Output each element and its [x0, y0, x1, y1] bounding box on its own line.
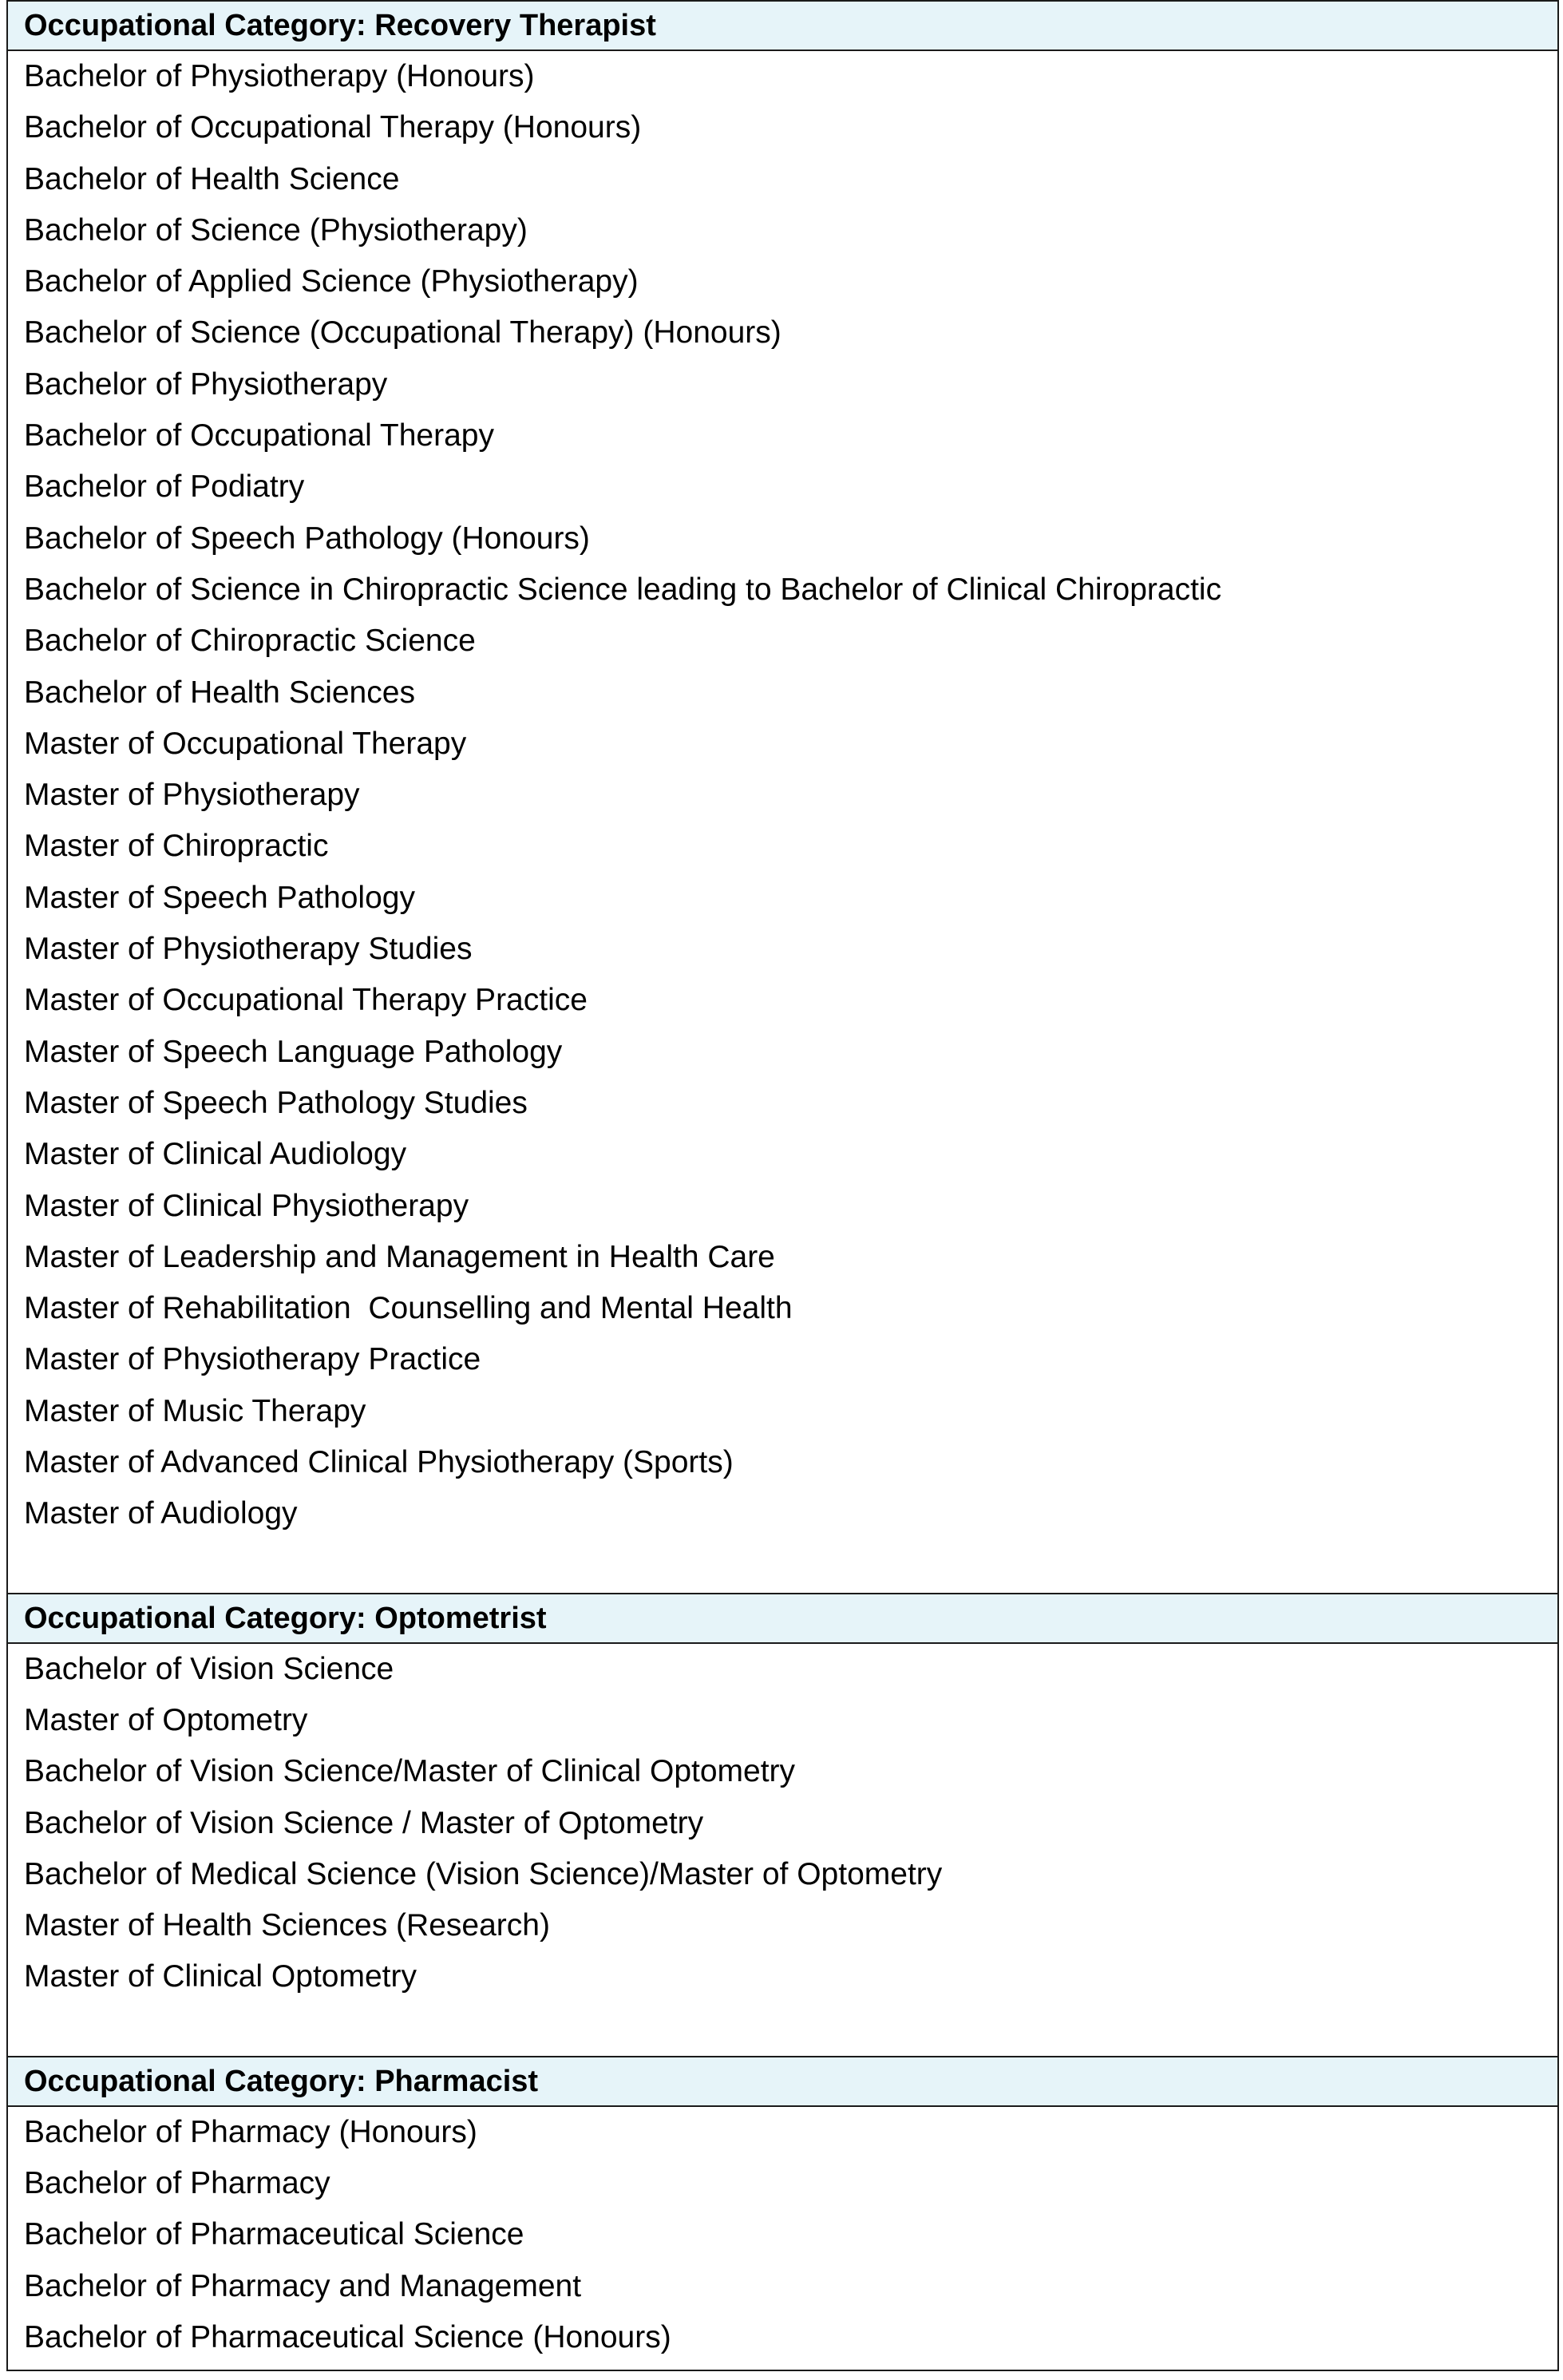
list-item: Bachelor of Chiropractic Science [24, 624, 476, 659]
list-item: Bachelor of Pharmacy (Honours) [24, 2114, 477, 2149]
list-item: Master of Advanced Clinical Physiotherapy (Sports) [24, 1445, 734, 1480]
list-item: Master of Physiotherapy Studies [24, 932, 473, 967]
list-item: Master of Leadership and Management in Health Care [24, 1239, 775, 1274]
list-item: Master of Health Sciences (Research) [24, 1908, 550, 1943]
list-item: Master of Clinical Physiotherapy [24, 1188, 469, 1223]
list-item: Master of Clinical Audiology [24, 1137, 407, 1172]
list-item: Master of Speech Pathology [24, 880, 415, 915]
list-item: Master of Music Therapy [24, 1393, 366, 1428]
list-item: Bachelor of Science (Occupational Therapy) (Honours) [24, 315, 782, 350]
list-item: Bachelor of Speech Pathology (Honours) [24, 521, 590, 556]
list-item: Bachelor of Vision Science [24, 1651, 394, 1686]
list-item: Bachelor of Applied Science (Physiotherapy) [24, 264, 639, 299]
list-item: Master of Audiology [24, 1496, 298, 1531]
list-item: Bachelor of Science in Chiropractic Science leading to Bachelor of Clinical Chiropractic [24, 572, 1222, 607]
list-item: Bachelor of Occupational Therapy [24, 418, 494, 453]
list-item: Master of Clinical Optometry [24, 1959, 417, 1994]
list-item: Bachelor of Physiotherapy (Honours) [24, 59, 535, 93]
section-header: Occupational Category: Pharmacist [8, 2057, 1557, 2107]
list-item: Bachelor of Science (Physiotherapy) [24, 212, 528, 248]
section-pharmacist [6, 2056, 1559, 2371]
qualifications-table [6, 0, 1559, 2371]
list-item: Master of Occupational Therapy [24, 726, 467, 761]
qualification-list [8, 2107, 1557, 2363]
section-header: Occupational Category: Optometrist [8, 1594, 1557, 1644]
list-item: Master of Rehabilitation Counselling and Mental Health [24, 1291, 793, 1326]
qualification-list [8, 51, 1557, 1540]
list-item: Master of Speech Pathology Studies [24, 1085, 528, 1120]
section-spacer [8, 2003, 1557, 2056]
section-header: Occupational Category: Recovery Therapist [8, 2, 1557, 51]
list-item: Master of Chiropractic [24, 829, 329, 864]
list-item: Master of Physiotherapy [24, 778, 360, 813]
list-item: Bachelor of Pharmacy [24, 2165, 330, 2200]
list-item: Bachelor of Occupational Therapy (Honours) [24, 110, 642, 145]
list-item: Bachelor of Health Science [24, 161, 400, 196]
section-spacer [8, 1540, 1557, 1593]
list-item: Master of Optometry [24, 1702, 308, 1737]
list-item: Bachelor of Health Sciences [24, 675, 415, 710]
list-item: Bachelor of Pharmaceutical Science (Honours) [24, 2319, 671, 2354]
section-optometrist [6, 1593, 1559, 2056]
list-item: Bachelor of Medical Science (Vision Science)/Master of Optometry [24, 1856, 943, 1891]
list-item: Bachelor of Pharmaceutical Science [24, 2217, 524, 2252]
section-spacer [8, 2363, 1557, 2370]
list-item: Master of Speech Language Pathology [24, 1034, 563, 1069]
list-item: Bachelor of Vision Science/Master of Clinical Optometry [24, 1754, 796, 1789]
list-item: Master of Occupational Therapy Practice [24, 983, 588, 1018]
list-item: Bachelor of Pharmacy and Management [24, 2268, 582, 2303]
list-item: Bachelor of Vision Science / Master of Optometry [24, 1805, 704, 1840]
section-recovery-therapist [6, 0, 1559, 1593]
qualification-list [8, 1644, 1557, 2003]
list-item: Master of Physiotherapy Practice [24, 1342, 481, 1377]
list-item: Bachelor of Physiotherapy [24, 366, 388, 402]
list-item: Bachelor of Podiatry [24, 469, 305, 505]
